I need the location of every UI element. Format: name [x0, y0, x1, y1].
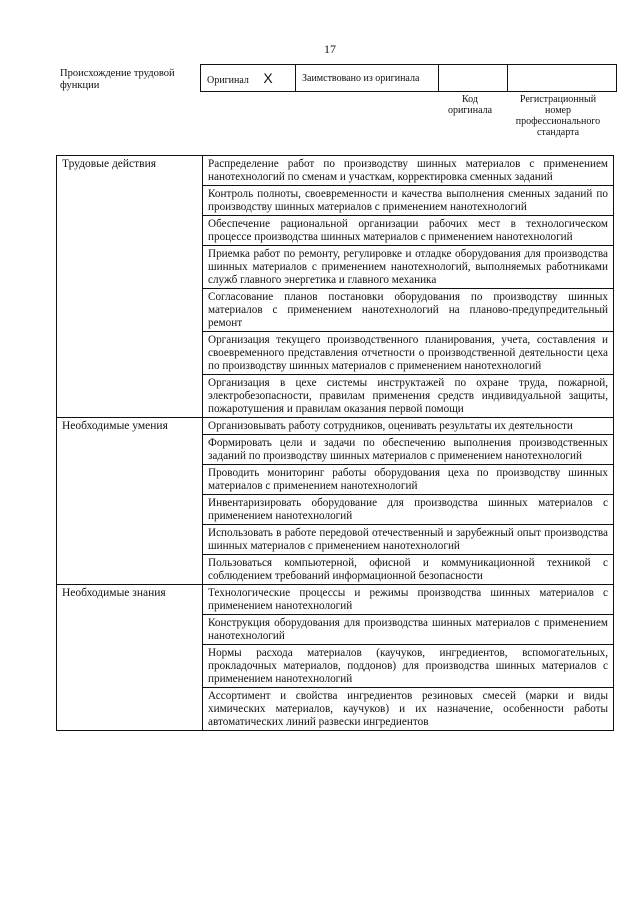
original-cell [201, 65, 296, 92]
table-row [57, 156, 614, 186]
section-item: Организовывать работу сотрудников, оценивать результаты их деятельности [203, 418, 614, 435]
section-item: Конструкция оборудования для производства шинных материалов с применением нанотехнологий [203, 615, 614, 645]
original-label: Оригинал [207, 75, 249, 86]
section-item: Контроль полноты, своевременности и качества выполнения сменных заданий по производству шинных материалов с применением нанотехнологий [203, 186, 614, 216]
section-item: Пользоваться компьютерной, офисной и коммуникационной техникой с соблюдением требований информационной безопасности [203, 555, 614, 585]
page-number: 17 [324, 42, 336, 56]
table-row [57, 585, 614, 615]
labor-functions-table [56, 155, 614, 731]
section-item: Нормы расхода материалов (каучуков, ингредиентов, вспомогательных, прокладочных материалов, поддонов) для производства шинных материалов с применением нанотехнологий [203, 645, 614, 688]
section-item: Формировать цели и задачи по обеспечению выполнения производственных заданий по производству шинных материалов с применением нанотехнологий [203, 435, 614, 465]
section-item: Инвентаризировать оборудование для производства шинных материалов с применением нанотехнологий [203, 495, 614, 525]
section-item: Технологические процессы и режимы производства шинных материалов с применением нанотехнологий [203, 585, 614, 615]
section-item: Организация текущего производственного планирования, учета, составления и своевременного представления отчетности о производственной деятельности цеха по производству шинных материалов с применением нанотехнологий [203, 332, 614, 375]
code-cell [439, 65, 508, 92]
origin-label: Происхождение трудовой функции [60, 68, 175, 91]
section-item: Согласование планов постановки оборудования по производству шинных материалов с применением нанотехнологий на планово-предупредительный ремонт [203, 289, 614, 332]
section-item: Проводить мониторинг работы оборудования цеха по производству шинных материалов с применением нанотехнологий [203, 465, 614, 495]
table-row [57, 418, 614, 435]
borrowed-label: Заимствовано из оригинала [296, 65, 439, 92]
section-item: Ассортимент и свойства ингредиентов резиновых смесей (марки и виды химических материалов, каучуков) и их назначение, особенности работы автоматических линий развески ингредиентов [203, 688, 614, 731]
original-mark: X [263, 70, 273, 86]
section-item: Обеспечение рациональной организации рабочих мест в технологическом процессе производства шинных материалов с применением нанотехнологий [203, 216, 614, 246]
section-item: Распределение работ по производству шинных материалов с применением нанотехнологий по сменам и участкам, корректировка сменных заданий [203, 156, 614, 186]
section-title: Необходимые умения [57, 418, 203, 585]
section-item: Использовать в работе передовой отечественный и зарубежный опыт производства шинных материалов с применением нанотехнологий [203, 525, 614, 555]
origin-table [200, 64, 617, 92]
section-item: Приемка работ по ремонту, регулировке и отладке оборудования для производства шинных материалов с применением нанотехнологий, выполняемых работниками служб главного энергетика и главного механика [203, 246, 614, 289]
code-caption: Код оригинала [447, 94, 493, 116]
reg-caption: Регистрационный номер профессионального стандарта [515, 94, 601, 138]
section-item: Организация в цехе системы инструктажей по охране труда, пожарной, электробезопасности, правилам применения средств индивидуальной защиты, пожаротушения и правилам оказания первой помощи [203, 375, 614, 418]
section-title: Трудовые действия [57, 156, 203, 418]
section-title: Необходимые знания [57, 585, 203, 731]
reg-number-cell [508, 65, 617, 92]
